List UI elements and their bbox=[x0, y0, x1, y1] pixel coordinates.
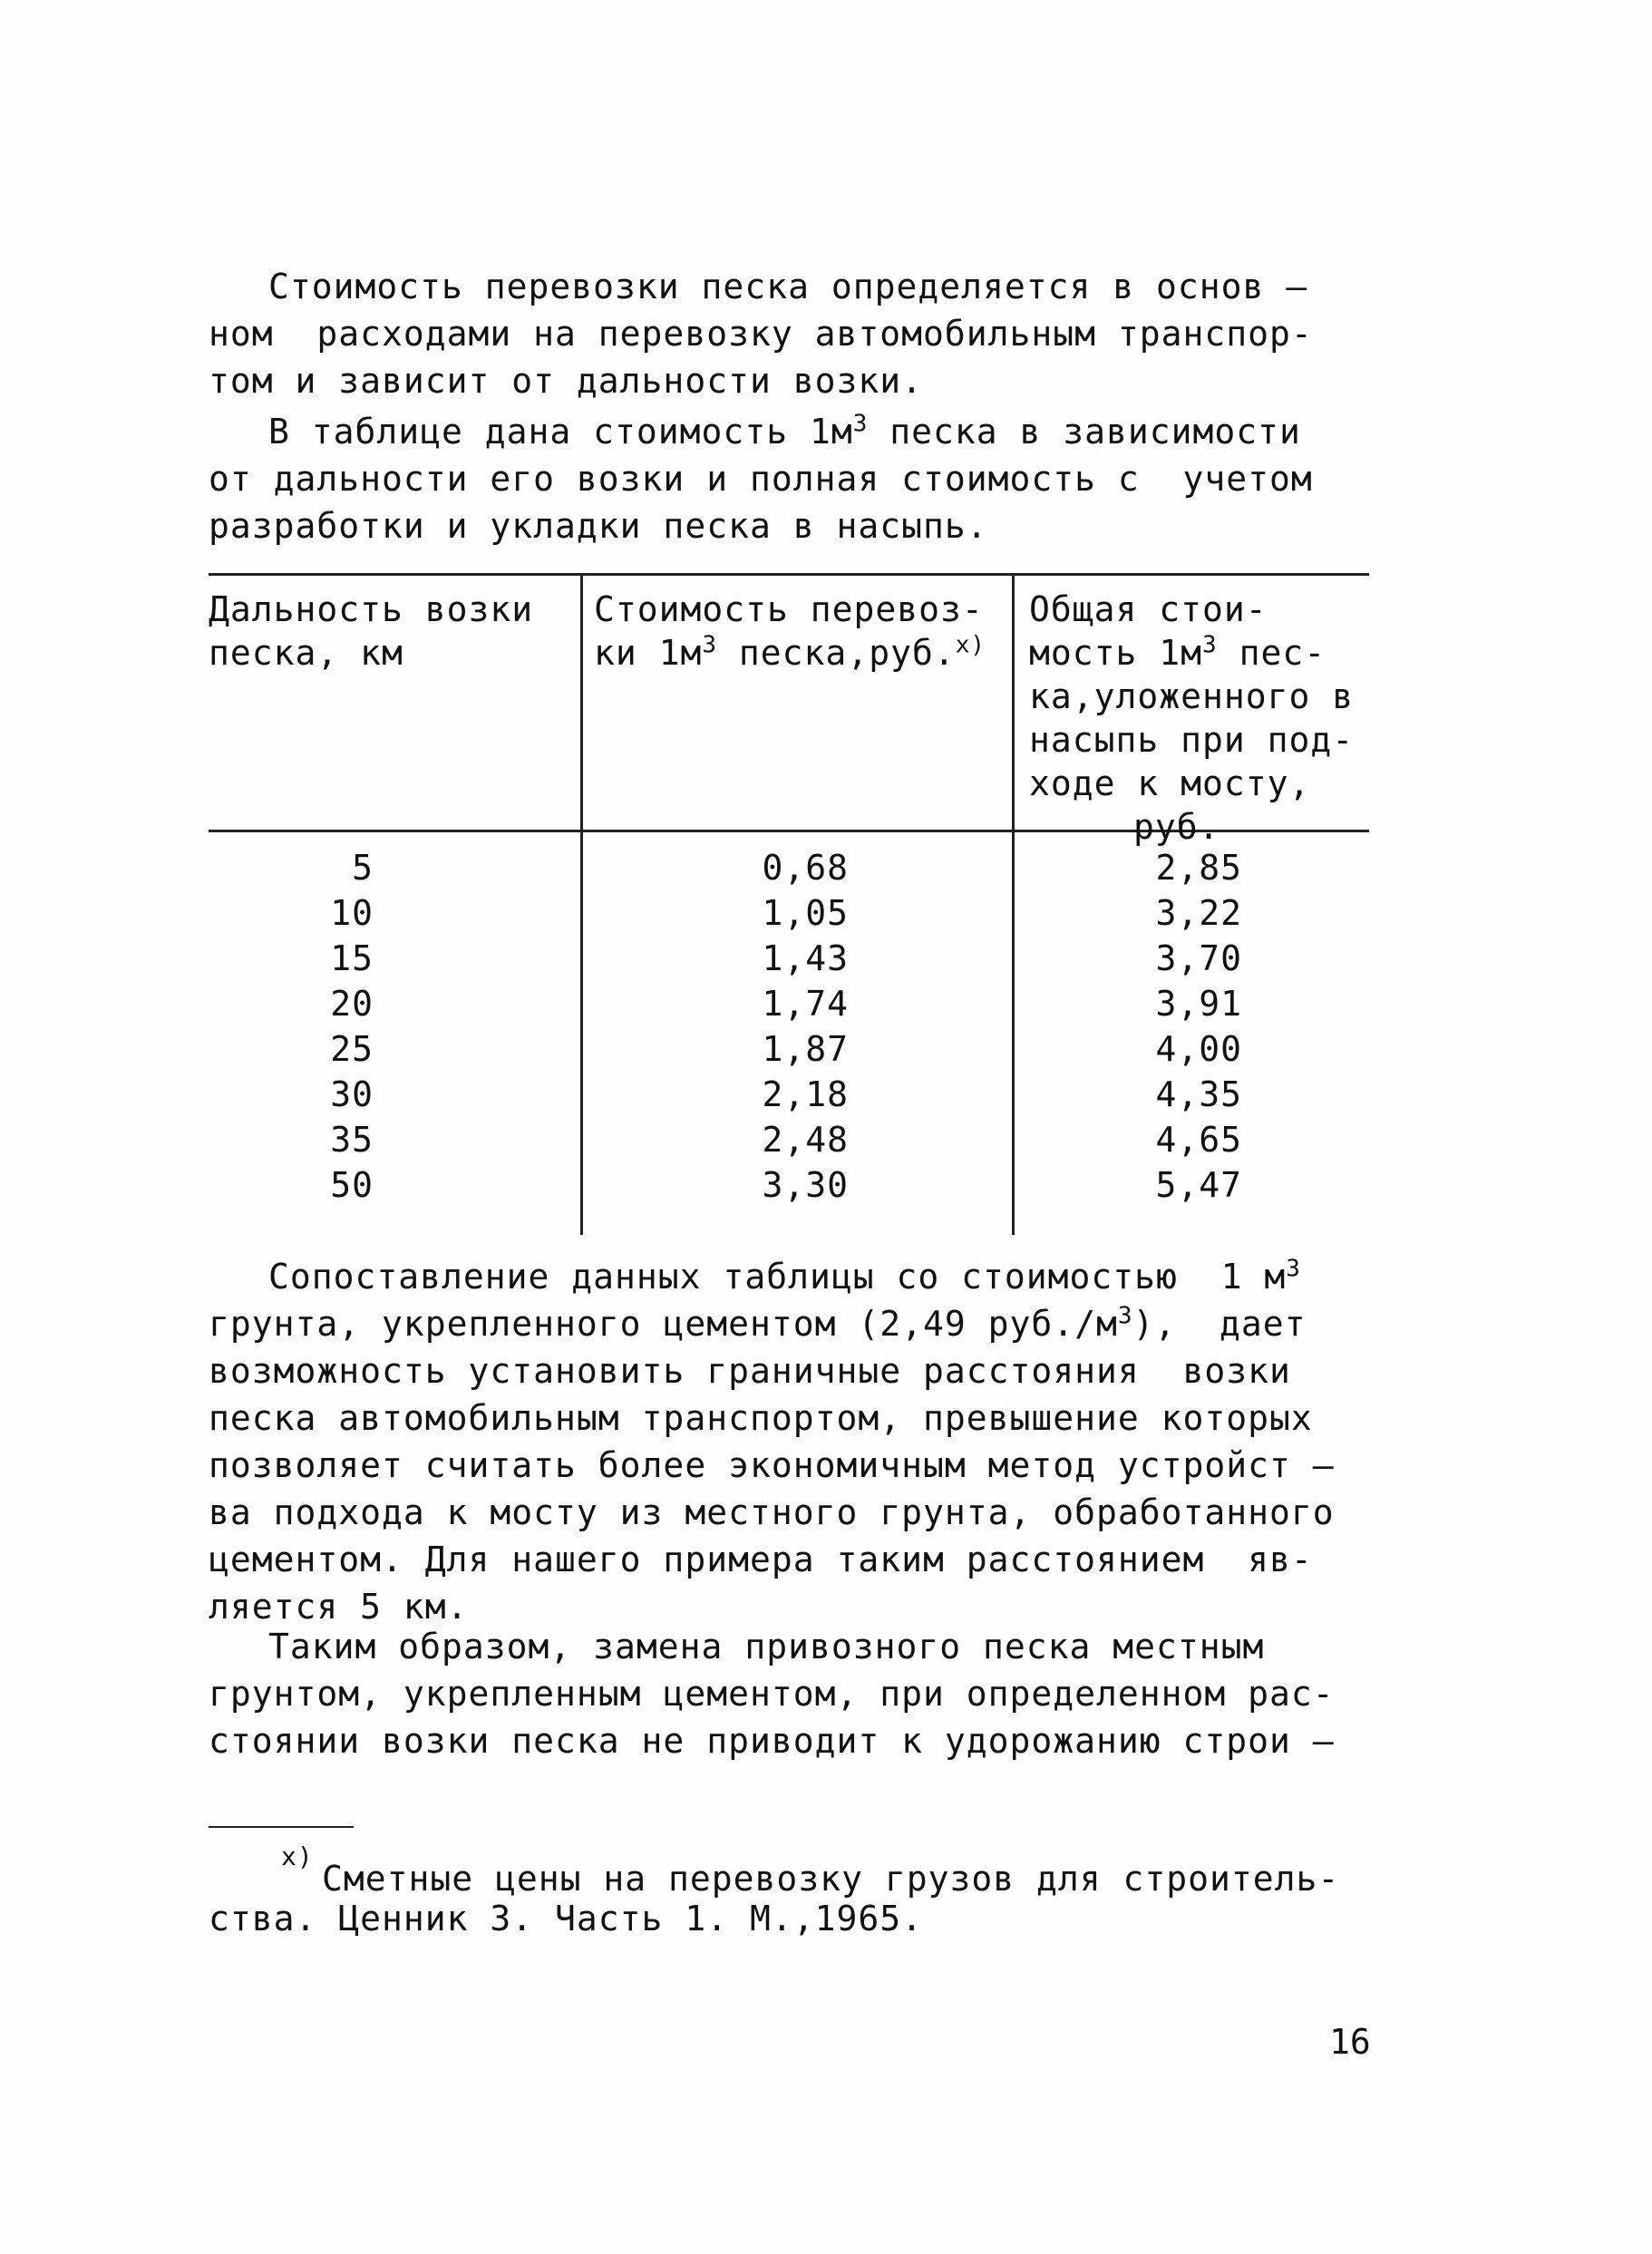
footnote-reference: x) bbox=[955, 631, 986, 659]
table-cell: 35 bbox=[330, 1120, 374, 1160]
table-cell: 3,30 bbox=[762, 1165, 849, 1205]
column-distance bbox=[310, 845, 374, 1208]
text-fragment: грунта, укрепленного цементом (2,49 руб./м bbox=[209, 1304, 1118, 1344]
footnote bbox=[209, 1837, 1387, 1938]
text-fragment: ки 1м bbox=[594, 633, 703, 673]
paragraph-transport-cost bbox=[209, 263, 1369, 404]
table-cell: 3,70 bbox=[1155, 938, 1242, 978]
text-line bbox=[209, 1300, 1369, 1347]
footnote-text: Сметные цены на перевозку грузов для строитель- bbox=[322, 1859, 1340, 1899]
text-line: том и зависит от дальности возки. bbox=[209, 361, 923, 401]
header-text: насыпь при под- bbox=[1029, 720, 1355, 760]
header-transport-cost bbox=[594, 588, 1011, 675]
table-cell: 5 bbox=[352, 848, 374, 888]
table-cell: 1,74 bbox=[762, 984, 849, 1024]
table-top-rule bbox=[209, 573, 1369, 576]
table-cell: 15 bbox=[330, 938, 374, 978]
table-cell: 1,87 bbox=[762, 1029, 849, 1069]
table-cell: 1,05 bbox=[762, 893, 849, 933]
text-line: от дальности его возки и полная стоимость с учетом bbox=[209, 459, 1313, 499]
header-distance bbox=[209, 588, 571, 675]
text-line: ляется 5 км. bbox=[209, 1587, 469, 1627]
table-cell: 25 bbox=[330, 1029, 374, 1069]
text-line: Стоимость перевозки песка определяется в основ – bbox=[268, 267, 1308, 306]
header-text: Дальность возки bbox=[209, 589, 534, 629]
table-column-divider bbox=[1012, 573, 1015, 1235]
table-cell: 4,35 bbox=[1155, 1074, 1242, 1114]
text-line: разработки и укладки песка в насыпь. bbox=[209, 506, 988, 546]
text-line: Таким образом, замена привозного песка местным bbox=[268, 1627, 1265, 1666]
superscript: 3 bbox=[702, 631, 718, 659]
paragraph-table-intro bbox=[209, 408, 1369, 549]
text-line: стоянии возки песка не приводит к удорожанию строи – bbox=[209, 1721, 1335, 1761]
header-text: ка,уложенного в bbox=[1029, 676, 1355, 716]
header-text: Общая стои- bbox=[1029, 589, 1268, 629]
table-cell: 20 bbox=[330, 984, 374, 1024]
table-cell: 3,22 bbox=[1155, 893, 1242, 933]
header-text bbox=[594, 631, 1011, 675]
footnote-text: ства. Ценник 3. Часть 1. М.,1965. bbox=[209, 1899, 923, 1938]
table-cell: 3,91 bbox=[1155, 984, 1242, 1024]
header-text: Стоимость перевоз- bbox=[594, 589, 984, 629]
text-line: позволяет считать более экономичным метод устройст – bbox=[209, 1445, 1335, 1485]
text-line: возможность установить граничные расстояния возки bbox=[209, 1351, 1291, 1391]
header-text bbox=[1029, 631, 1374, 675]
table-cell: 30 bbox=[330, 1074, 374, 1114]
header-text: ходе к мосту, bbox=[1029, 763, 1311, 803]
footnote-mark: x) bbox=[281, 1841, 314, 1871]
page-number: 16 bbox=[1329, 2022, 1371, 2062]
text-fragment: песка в зависимости bbox=[868, 412, 1301, 452]
table-column-divider bbox=[580, 573, 583, 1235]
superscript: 3 bbox=[1286, 1255, 1301, 1283]
superscript: 3 bbox=[1202, 631, 1218, 659]
header-total-cost bbox=[1029, 588, 1374, 849]
cost-table bbox=[209, 573, 1369, 1235]
footnote-rule bbox=[209, 1826, 354, 1828]
column-transport-cost bbox=[749, 845, 849, 1208]
table-cell: 4,00 bbox=[1155, 1029, 1242, 1069]
text-fragment: Сопоставление данных таблицы со стоимостью 1 м bbox=[268, 1257, 1287, 1297]
table-cell: 50 bbox=[330, 1165, 374, 1205]
table-cell: 4,65 bbox=[1155, 1120, 1242, 1160]
table-cell: 2,18 bbox=[762, 1074, 849, 1114]
text-line: песка автомобильным транспортом, превышение которых bbox=[209, 1398, 1313, 1438]
text-fragment: ), дает bbox=[1132, 1304, 1307, 1344]
text-fragment: В таблице дана стоимость 1м bbox=[268, 412, 853, 452]
superscript: 3 bbox=[852, 410, 869, 438]
paragraph-conclusion bbox=[209, 1623, 1369, 1764]
table-cell: 2,85 bbox=[1155, 848, 1242, 888]
text-fragment: песка,руб. bbox=[717, 633, 956, 673]
text-line: ва подхода к мосту из местного грунта, обработанного bbox=[209, 1492, 1335, 1532]
text-line: цементом. Для нашего примера таким расстоянием яв- bbox=[209, 1540, 1313, 1579]
text-line bbox=[209, 1253, 1369, 1300]
superscript: 3 bbox=[1117, 1302, 1133, 1330]
table-cell: 10 bbox=[330, 893, 374, 933]
table-cell: 1,43 bbox=[762, 938, 849, 978]
text-fragment: пес- bbox=[1217, 633, 1326, 673]
header-text: руб. bbox=[1133, 807, 1220, 847]
header-text: песка, км bbox=[209, 633, 403, 673]
column-total-cost bbox=[1133, 845, 1242, 1208]
paragraph-comparison bbox=[209, 1253, 1369, 1630]
table-cell: 5,47 bbox=[1155, 1165, 1242, 1205]
text-fragment: мость 1м bbox=[1029, 633, 1203, 673]
text-line: ном расходами на перевозку автомобильным транспор- bbox=[209, 314, 1313, 354]
text-line: грунтом, укрепленным цементом, при определенном рас- bbox=[209, 1674, 1335, 1714]
text-line bbox=[209, 408, 1369, 455]
table-cell: 0,68 bbox=[762, 848, 849, 888]
table-cell: 2,48 bbox=[762, 1120, 849, 1160]
